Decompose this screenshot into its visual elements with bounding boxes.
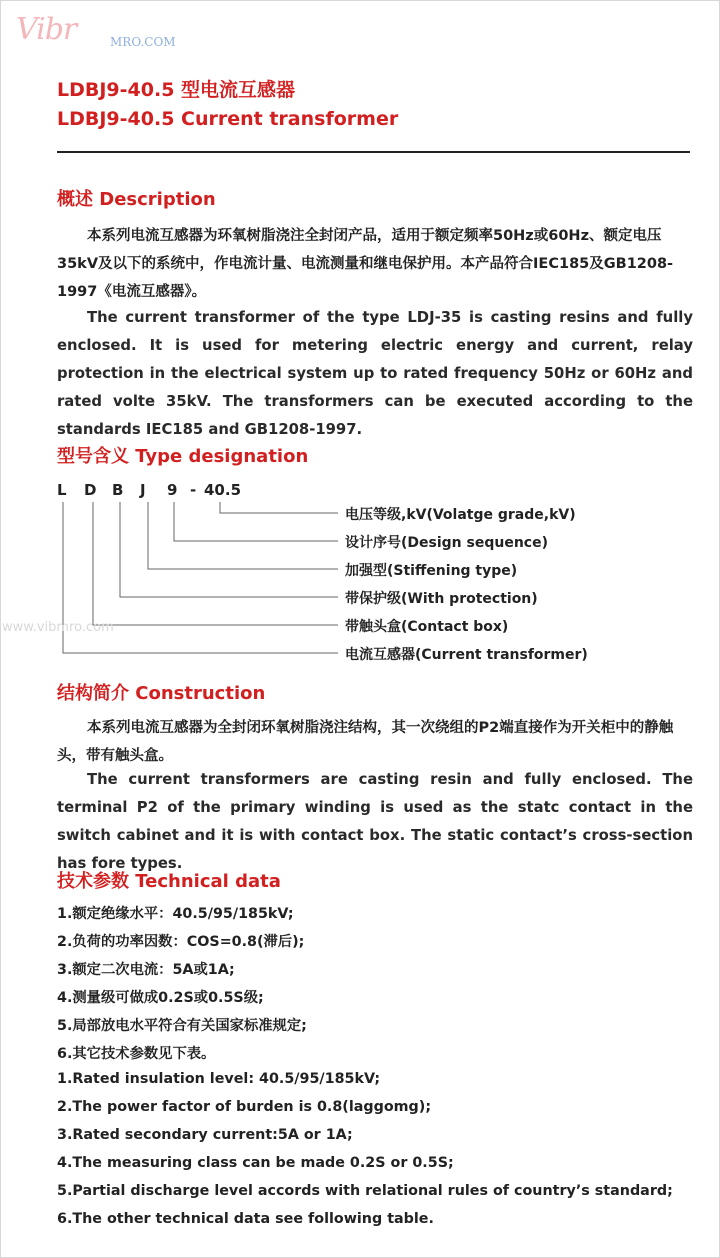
description-en-paragraph: The current transformer of the type LDJ-35 is casting resins and fully enclosed. It is used for metering electric energy and current, relay protection in the electrical system up to rated frequency 50Hz or 60Hz and rated volte 35kV. The transformers can be executed according to the standards IEC185 and GB1208-1997. bbox=[57, 309, 693, 438]
tech-item-en-3: 3.Rated secondary current:5A or 1A; bbox=[57, 1127, 353, 1143]
title-divider bbox=[57, 151, 690, 153]
code-voltage: 40.5 bbox=[204, 481, 242, 499]
label-current-transformer: 电流互感器(Current transformer) bbox=[345, 647, 588, 663]
label-design-sequence: 设计序号(Design sequence) bbox=[345, 535, 548, 551]
type-designation-heading: 型号含义 Type designation bbox=[57, 446, 309, 467]
code-letter-d: D bbox=[84, 481, 97, 499]
logo-script-text: Vibr bbox=[16, 12, 77, 47]
tech-item-en-5: 5.Partial discharge level accords with relational rules of country’s standard; bbox=[57, 1183, 673, 1199]
tech-item-cn-1: 1.额定绝缘水平：40.5/95/185kV; bbox=[57, 906, 294, 922]
page-title-cn: LDBJ9-40.5 型电流互感器 bbox=[57, 79, 296, 101]
code-letter-j: J bbox=[140, 481, 146, 499]
tech-item-cn-2: 2.负荷的功率因数：COS=0.8(滞后); bbox=[57, 934, 305, 950]
tech-item-en-6: 6.The other technical data see following table. bbox=[57, 1211, 434, 1227]
site-logo bbox=[10, 8, 176, 49]
page-title-en: LDBJ9-40.5 Current transformer bbox=[57, 108, 399, 130]
tech-item-cn-5: 5.局部放电水平符合有关国家标准规定; bbox=[57, 1018, 307, 1034]
tech-item-cn-4: 4.测量级可做成0.2S或0.5S级; bbox=[57, 990, 264, 1006]
watermark-text: www.vibmro.com bbox=[2, 620, 114, 635]
construction-heading: 结构简介 Construction bbox=[57, 683, 266, 704]
logo-domain-text: MRO.COM bbox=[110, 35, 176, 49]
technical-data-heading: 技术参数 Technical data bbox=[57, 871, 281, 892]
description-heading: 概述 Description bbox=[57, 189, 216, 210]
label-with-protection: 带保护级(With protection) bbox=[345, 591, 538, 607]
tech-item-en-4: 4.The measuring class can be made 0.2S or 0.5S; bbox=[57, 1155, 454, 1171]
code-letter-b: B bbox=[112, 481, 124, 499]
description-cn-paragraph: 本系列电流互感器为环氧树脂浇注全封闭产品，适用于额定频率50Hz或60Hz、额定电压35kV及以下的系统中，作电流计量、电流测量和继电保护用。本产品符合IEC185及GB1208-1997《电流互感器》。 bbox=[57, 228, 674, 300]
tech-item-en-2: 2.The power factor of burden is 0.8(laggomg); bbox=[57, 1099, 432, 1115]
label-stiffening-type: 加强型(Stiffening type) bbox=[345, 563, 518, 579]
tech-item-cn-6: 6.其它技术参数见下表。 bbox=[57, 1046, 216, 1062]
construction-cn-paragraph: 本系列电流互感器为全封闭环氧树脂浇注结构，其一次绕组的P2端直接作为开关柜中的静触头，带有触头盒。 bbox=[57, 720, 674, 764]
tech-item-cn-3: 3.额定二次电流：5A或1A; bbox=[57, 962, 235, 978]
tech-item-en-1: 1.Rated insulation level: 40.5/95/185kV; bbox=[57, 1071, 381, 1087]
code-digit-9: 9 bbox=[167, 481, 178, 499]
code-dash: - bbox=[190, 481, 197, 499]
construction-en-paragraph: The current transformers are casting resin and fully enclosed. The terminal P2 of the primary winding is used as the statc contact in the switch cabinet and it is with contact box. The static contact’s cross-section has fore types. bbox=[57, 771, 693, 872]
label-contact-box: 带触头盒(Contact box) bbox=[345, 619, 509, 635]
code-letter-l: L bbox=[57, 481, 67, 499]
label-voltage-grade: 电压等级,kV(Volatge grade,kV) bbox=[345, 507, 576, 523]
